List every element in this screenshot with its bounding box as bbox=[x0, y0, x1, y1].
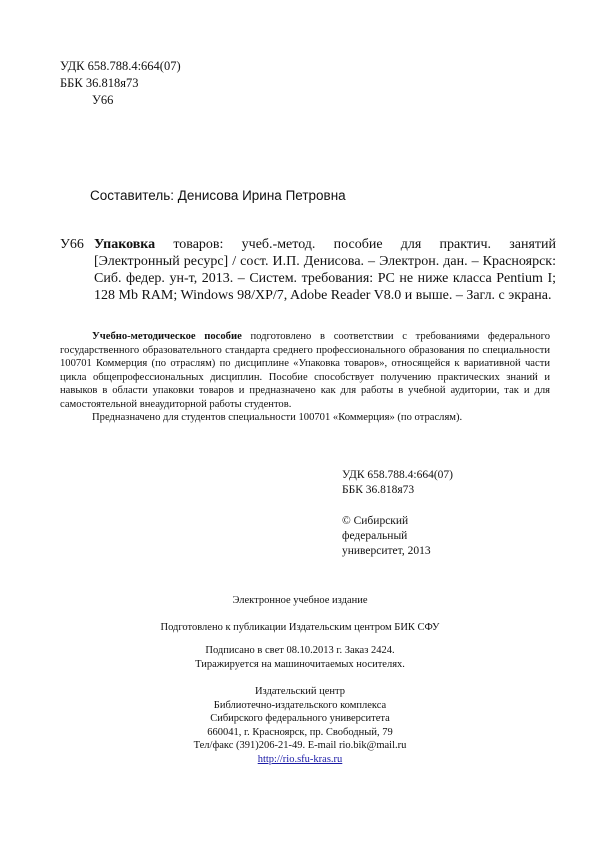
author-mark-top: У66 bbox=[92, 93, 114, 107]
publisher-line: Библиотечно-издательского комплекса bbox=[213, 699, 387, 711]
bibliographic-description bbox=[60, 236, 556, 304]
edition-type-text: Электронное учебное издание bbox=[232, 595, 368, 606]
right-classification-block bbox=[342, 468, 453, 559]
copyright-line: университет, 2013 bbox=[342, 545, 431, 557]
copyright bbox=[342, 514, 453, 559]
publisher-line: Тел/факс (391)206-21-49. E-mail rio.bik@mail.ru bbox=[193, 740, 407, 751]
copyright-line: федеральный bbox=[342, 530, 408, 542]
signed-text: Подписано в свет 08.10.2013 г. Заказ 2424. bbox=[205, 645, 395, 656]
prepared-by-text: Подготовлено к публикации Издательским центром БИК СФУ bbox=[160, 622, 440, 633]
annotation bbox=[60, 330, 550, 425]
annotation-text: подготовлено в соответствии с требованиями федерального государственного образовательного стандарта среднего профессионального образования по специальности 100701 Коммерция (по отраслям) по дисциплине «Упаковка товаров», относящейся к вариативной части цикла общепрофессиональных дисциплин. Пособие способствует получению практических знаний и навыков в области упаковки товаров и предназначено как для работы в учебной аудитории, так и для самостоятельной внеаудиторной работы студентов. bbox=[60, 331, 551, 410]
biblio-entry bbox=[94, 236, 556, 304]
copyright-line: © Сибирский bbox=[342, 515, 409, 527]
biblio-title: Упаковка bbox=[94, 237, 156, 252]
publisher-line: 660041, г. Красноярск, пр. Свободный, 79 bbox=[207, 726, 393, 738]
annotation-lead: Учебно-методическое пособие bbox=[92, 331, 242, 342]
prepared-by bbox=[60, 621, 540, 635]
bbk-code-right: ББК 36.818я73 bbox=[342, 484, 415, 496]
publisher-url-link[interactable]: http://rio.sfu-kras.ru bbox=[257, 753, 343, 765]
publication-details bbox=[60, 644, 540, 671]
publisher-line: Издательский центр bbox=[254, 686, 346, 697]
top-classification-block bbox=[60, 58, 181, 109]
publisher-line: Сибирского федерального университета bbox=[210, 713, 390, 724]
annotation-paragraph-2: Предназначено для студентов специальности 100701 «Коммерция» (по отраслям). bbox=[92, 412, 463, 423]
udk-code-top: УДК 658.788.4:664(07) bbox=[60, 59, 181, 73]
author-mark: У66 bbox=[60, 237, 84, 252]
compiler-line: Составитель: Денисова Ирина Петровна bbox=[90, 188, 346, 203]
edition-type bbox=[60, 594, 540, 608]
replicated-text: Тиражируется на машиночитаемых носителях. bbox=[195, 658, 405, 670]
udk-code-right: УДК 658.788.4:664(07) bbox=[342, 469, 453, 481]
biblio-text: товаров: учеб.-метод. пособие для практич. занятий [Электронный ресурс] / сост. И.П. Денисова. – Электрон. дан. – Красноярск: Сиб. федер. ун-т, 2013. – Систем. требования: PC не ниже класса Pentium I; 128 Mb RAM; Windows 98/XP/7, Adobe Reader V8.0 и выше. – Загл. с экрана. bbox=[94, 237, 556, 303]
publisher-block bbox=[60, 685, 540, 766]
bbk-code-top: ББК 36.818я73 bbox=[60, 76, 139, 90]
annotation-paragraph-1 bbox=[60, 330, 550, 411]
